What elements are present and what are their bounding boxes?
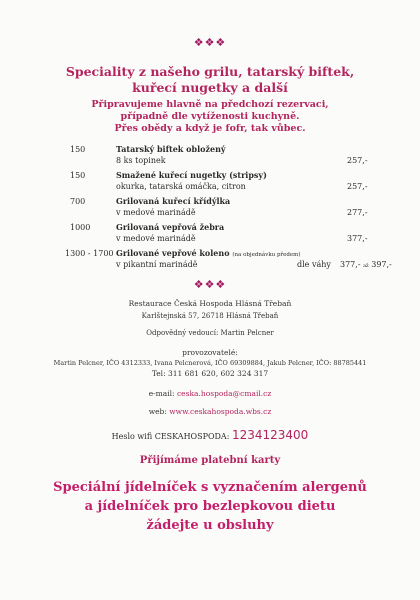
item-price-range: [340, 259, 392, 272]
notice-line: Přes obědy a když je fofr, tak vůbec.: [114, 123, 306, 134]
title-line: kuřecí nugetky a další: [132, 80, 288, 95]
section-title: [0, 64, 420, 96]
price-separator: až: [363, 263, 369, 269]
web-label: web:: [148, 407, 167, 416]
menu-item: [0, 222, 420, 244]
email-label: e-mail:: [148, 389, 175, 398]
ornament-top: ❖❖❖: [193, 36, 227, 49]
item-description: okurka, tatarská omáčka, citron: [116, 182, 246, 191]
item-quantity: 1300 - 1700: [65, 249, 114, 258]
menu-item: [0, 170, 420, 192]
email-link[interactable]: ceska.hospoda@cmail.cz: [176, 389, 272, 398]
item-price: 257,-: [347, 156, 368, 165]
payment-info: Přijímáme platební karty: [139, 455, 281, 466]
notice-line: Připravujeme hlavně na předchozí rezervaci,: [91, 99, 329, 110]
ornament-middle: ❖❖❖: [193, 278, 227, 291]
menu-item: [0, 144, 420, 166]
price-to: 397,-: [371, 260, 392, 269]
item-quantity: 150: [70, 145, 86, 154]
web-link[interactable]: www.ceskahospoda.wbs.cz: [169, 407, 272, 416]
item-note: (na objednávku předem): [232, 252, 301, 258]
allergen-line: a jídelníček pro bezlepkovou dietu: [84, 499, 336, 514]
menu-item: [0, 248, 420, 270]
item-price: 377,-: [347, 234, 368, 243]
item-quantity: 700: [70, 197, 86, 206]
item-name: Smažené kuřecí nugetky (stripsy): [116, 170, 267, 180]
item-description: v medové marinádě: [116, 208, 196, 217]
operators: Martin Pelcner, IČO 4312333, Ivana Pelcnerová, IČO 69309884, Jakub Pelcner, IČO: 88785441: [53, 359, 367, 367]
item-description: 8 ks topinek: [116, 156, 166, 165]
item-name-text: Grilované vepřové koleno: [116, 248, 230, 258]
restaurant-address: Karlštejnská 57, 26718 Hlásná Třebaň: [141, 312, 279, 320]
item-name: Grilovaná vepřová žebra: [116, 222, 225, 232]
allergen-line: žádejte u obsluhy: [146, 518, 274, 533]
wifi-password: 1234123400: [231, 428, 309, 442]
menu-item: [0, 196, 420, 218]
price-from: 377,-: [340, 260, 361, 269]
item-name: Grilovaná kuřecí křídýlka: [116, 196, 231, 206]
wifi-label: Heslo wifi CESKAHOSPODA:: [111, 432, 230, 441]
item-description: v medové marinádě: [116, 234, 196, 243]
item-name: Tatarský biftek obložený: [116, 144, 226, 154]
web-line: [0, 407, 420, 417]
item-quantity: 150: [70, 171, 86, 180]
email-line: [0, 389, 420, 399]
item-description: v pikantní marinádě: [116, 260, 198, 269]
notice: [0, 99, 420, 135]
item-price: 257,-: [347, 182, 368, 191]
item-price: 277,-: [347, 208, 368, 217]
item-quantity: 1000: [70, 223, 91, 232]
wifi-line: [0, 428, 420, 444]
notice-line: případně dle vytíženosti kuchyně.: [120, 111, 300, 122]
restaurant-name: Restaurace Česká Hospoda Hlásná Třebaň: [128, 299, 292, 308]
item-weight: dle váhy: [297, 260, 331, 269]
allergen-notice: [0, 478, 420, 535]
manager: Odpovědný vedoucí: Martin Pelcner: [146, 329, 274, 337]
phone: Tel: 311 681 620, 602 324 317: [151, 369, 269, 378]
title-line: Speciality z našeho grilu, tatarský biftek,: [65, 64, 355, 79]
allergen-line: Speciální jídelníček s vyznačením alergenů: [53, 480, 367, 495]
operators-label: provozovatelé:: [182, 348, 238, 357]
